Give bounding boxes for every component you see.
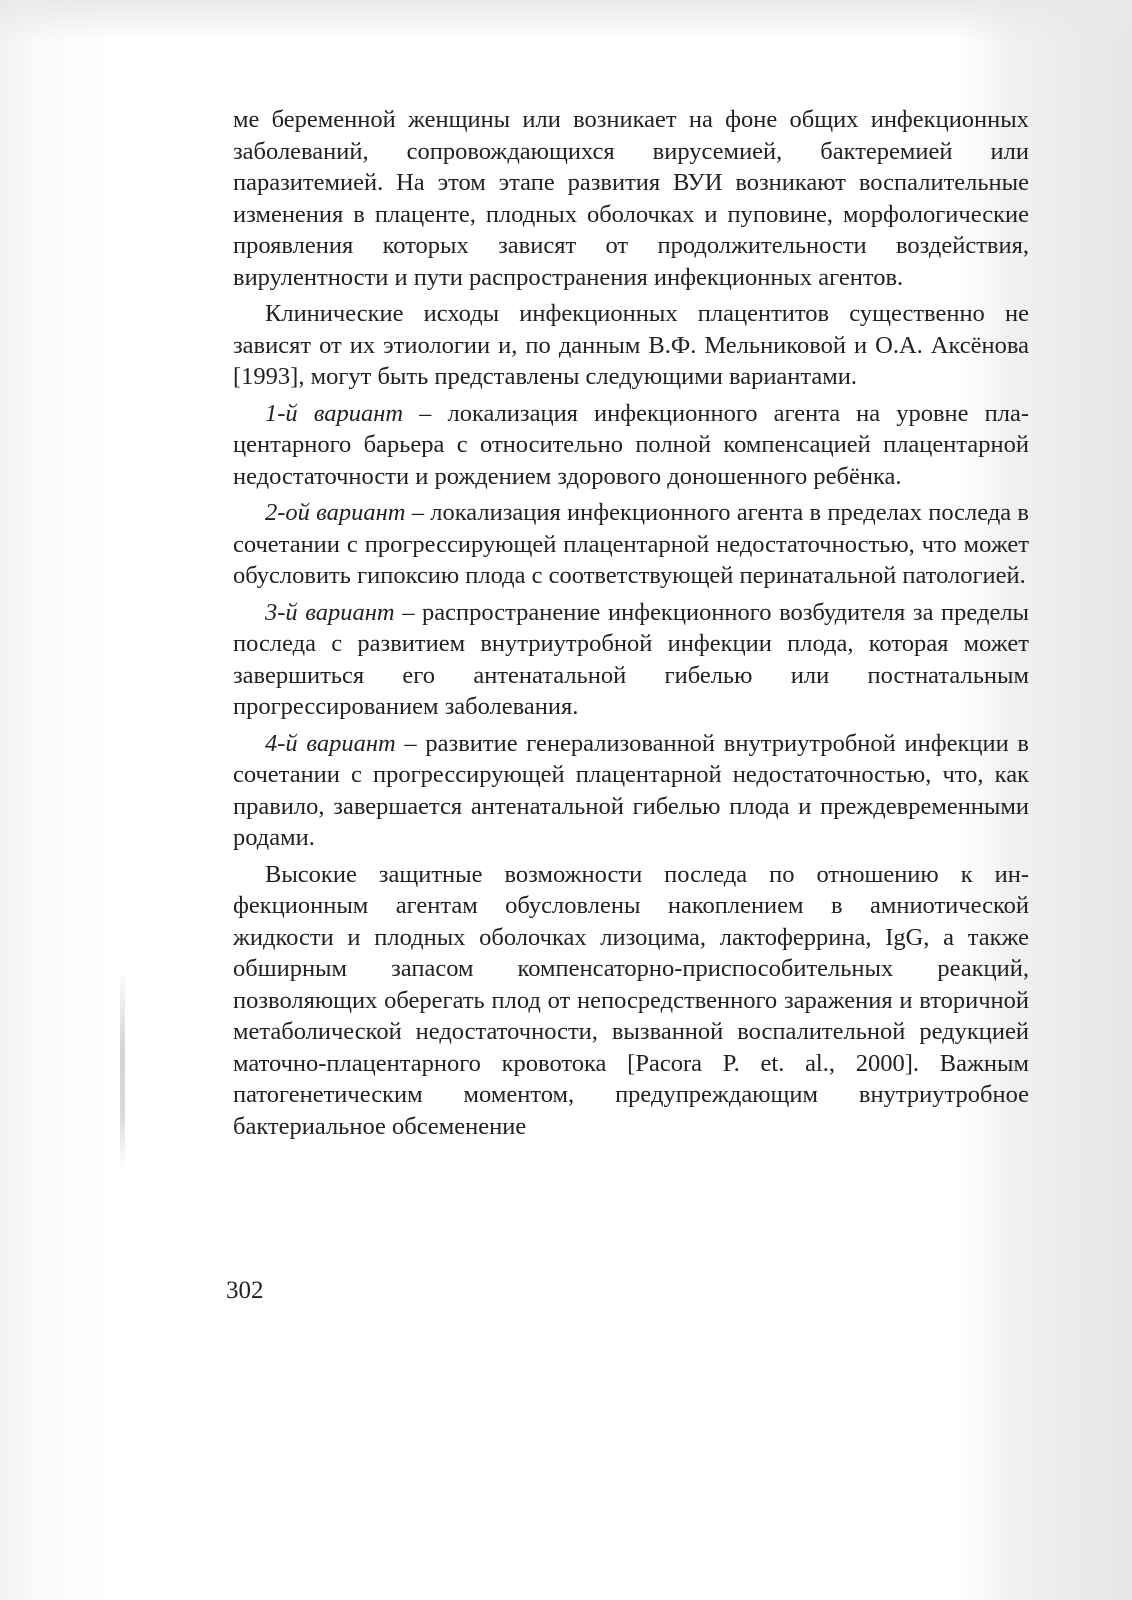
paragraph-text: Высокие защитные возможности последа по отношению к инфекционным агентам обусловлены накоплением в амниотической жидкости и плодных оболочках лизоцима, лактоферрина, IgG, а также обширным запасом компенсаторно-приспособительных реакций, позволяющих оберегать плод от непосредственного заражения и вторичной метаболической недостаточности, вызванной воспалительной редукцией маточно-плацентарного кровотока [Pacora P. et. al., 2000]. Важным патогенетическим моментом, предупреждающим внутриутробное бактериальное обсеменение [233,860,1029,1140]
paragraph-text: ме беременной женщины или возникает на фоне общих инфекционных заболеваний, сопровождающихся вирусемией, бактеремией или паразитемией. На этом этапе развития ВУИ возникают воспалительные изменения в плаценте, плодных оболочках и пуповине, морфологические проявления которых зависят от продолжительности воздействия, вирулентности и пути распространения инфекционных агентов. [233,106,1029,291]
paragraph-variant-4 [233,728,1029,854]
paragraph-text: – локализация инфекционного агента на уровне плацентарного барьера с относительно полной компенсацией плацентарной недостаточности и рождением здорового доношенного ребёнка. [233,399,1029,490]
paragraph-clinical-outcomes [233,298,1029,393]
paragraph-text: – локализация инфекционного агента в пределах последа в сочетании с прогрессирующей плацентарной недостаточностью, что может обусловить гипоксию плода с соответствующей перинатальной патологией. [233,499,1030,589]
body-text [233,104,1029,1142]
variant-label: 3-й вариант [265,598,395,626]
paragraph-variant-1 [233,398,1029,493]
scan-top-shadow [0,0,1132,42]
paragraph-variant-3 [233,597,1029,723]
variant-label: 1-й вариант [265,399,404,427]
scan-margin-mark [120,970,125,1170]
paragraph-text: – развитие генерализованной внутриутробной инфекции в сочетании с прогрессирующей плацентарной недостаточностью, что, как правило, завершается антенатальной гибелью плода и преждевременными родами. [233,729,1029,851]
paragraph-protective-capacity [233,859,1029,1143]
paragraph-variant-2 [233,497,1029,592]
paragraph-text: – распространение инфекционного возбудителя за пределы последа с развитием внутриутробной инфекции плода, которая может завершиться его антенатальной гибелью или постнатальным прогрессированием заболевания. [233,598,1030,720]
paragraph-text: Клинические исходы инфекционных плацентитов существенно не зависят от их этиологии и, по данным В.Ф. Мельниковой и О.А. Аксёнова [1993], могут быть представлены следующими вариантами. [233,300,1029,390]
page-number: 302 [226,1277,264,1304]
variant-label: 2-ой вариант [265,499,406,526]
variant-label: 4-й вариант [265,729,396,757]
paragraph-continuation [233,104,1029,293]
